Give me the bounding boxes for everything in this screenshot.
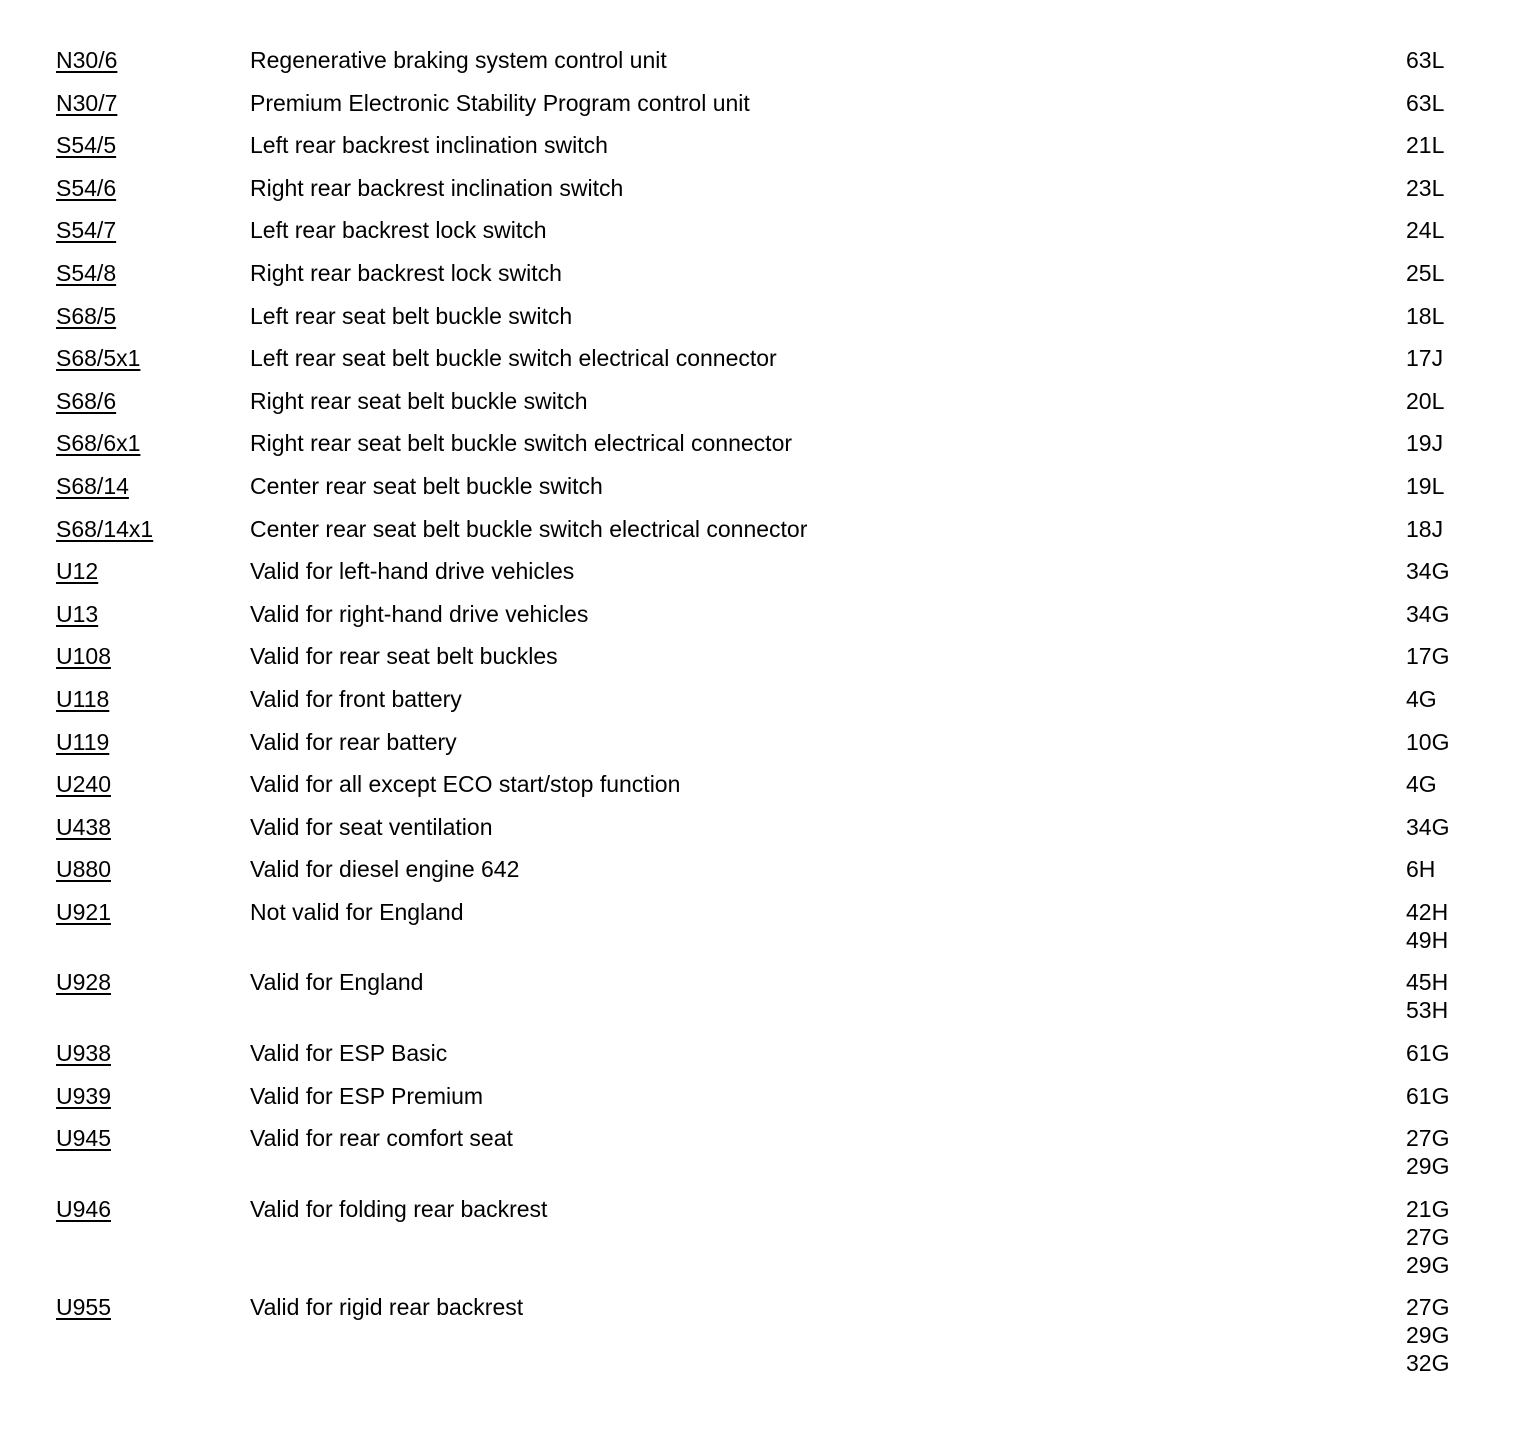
legend-row bbox=[56, 387, 1476, 415]
grid-location: 19L bbox=[1406, 472, 1445, 499]
component-description: Center rear seat belt buckle switch electrical connector bbox=[250, 515, 808, 542]
grid-location: 25L bbox=[1406, 259, 1445, 286]
legend-row bbox=[56, 855, 1476, 883]
grid-location: 49H bbox=[1406, 926, 1449, 953]
component-code-link[interactable]: U945 bbox=[56, 1125, 111, 1152]
grid-locations bbox=[1406, 472, 1476, 500]
grid-location: 34G bbox=[1406, 558, 1450, 585]
grid-location: 34G bbox=[1406, 813, 1450, 840]
grid-location: 61G bbox=[1406, 1040, 1450, 1067]
grid-location: 18J bbox=[1406, 515, 1444, 542]
legend-row bbox=[56, 600, 1476, 628]
component-description: Valid for ESP Premium bbox=[250, 1082, 484, 1109]
grid-location: 53H bbox=[1406, 997, 1449, 1024]
legend-row bbox=[56, 1293, 1476, 1377]
grid-locations bbox=[1406, 1293, 1476, 1377]
grid-locations bbox=[1406, 387, 1476, 415]
grid-location: 61G bbox=[1406, 1082, 1450, 1109]
component-description: Valid for rear battery bbox=[250, 728, 457, 755]
grid-locations bbox=[1406, 131, 1476, 159]
legend-row bbox=[56, 89, 1476, 117]
component-code-link[interactable]: U928 bbox=[56, 969, 111, 996]
grid-locations bbox=[1406, 770, 1476, 798]
component-description: Valid for England bbox=[250, 969, 424, 996]
component-description: Valid for left-hand drive vehicles bbox=[250, 558, 575, 585]
legend-row bbox=[56, 968, 1476, 1024]
grid-location: 17G bbox=[1406, 643, 1450, 670]
legend-row bbox=[56, 813, 1476, 841]
component-description: Regenerative braking system control unit bbox=[250, 47, 667, 73]
component-code-link[interactable]: S68/14x1 bbox=[56, 515, 154, 542]
grid-locations bbox=[1406, 557, 1476, 585]
component-description: Valid for rear comfort seat bbox=[250, 1125, 513, 1152]
grid-location: 45H bbox=[1406, 969, 1449, 996]
legend-row bbox=[56, 642, 1476, 670]
component-legend-list bbox=[56, 46, 1476, 1392]
component-description: Right rear backrest lock switch bbox=[250, 259, 562, 286]
grid-locations bbox=[1406, 685, 1476, 713]
component-code-link[interactable]: U13 bbox=[56, 600, 99, 627]
grid-location: 21L bbox=[1406, 132, 1445, 159]
grid-location: 18L bbox=[1406, 302, 1445, 329]
component-code-link[interactable]: N30/7 bbox=[56, 89, 118, 116]
grid-location: 27G bbox=[1406, 1223, 1450, 1250]
grid-location: 34G bbox=[1406, 600, 1450, 627]
component-code-link[interactable]: U240 bbox=[56, 771, 111, 798]
component-code-link[interactable]: S68/6x1 bbox=[56, 430, 141, 457]
grid-location: 29G bbox=[1406, 1322, 1450, 1349]
component-code-link[interactable]: S54/7 bbox=[56, 217, 117, 244]
grid-locations bbox=[1406, 429, 1476, 457]
component-description: Right rear backrest inclination switch bbox=[250, 174, 624, 201]
legend-row bbox=[56, 770, 1476, 798]
legend-row bbox=[56, 1124, 1476, 1180]
grid-locations bbox=[1406, 813, 1476, 841]
grid-locations bbox=[1406, 46, 1476, 74]
grid-location: 23L bbox=[1406, 174, 1445, 201]
legend-row bbox=[56, 1195, 1476, 1279]
legend-row bbox=[56, 131, 1476, 159]
component-code-link[interactable]: U938 bbox=[56, 1040, 111, 1067]
component-description: Valid for seat ventilation bbox=[250, 813, 493, 840]
component-description: Valid for all except ECO start/stop function bbox=[250, 771, 681, 798]
component-description: Left rear backrest inclination switch bbox=[250, 132, 608, 159]
legend-row bbox=[56, 344, 1476, 372]
legend-row bbox=[56, 515, 1476, 543]
component-code-link[interactable]: U921 bbox=[56, 898, 111, 925]
legend-row bbox=[56, 557, 1476, 585]
component-code-link[interactable]: U12 bbox=[56, 558, 99, 585]
component-code-link[interactable]: S68/5 bbox=[56, 302, 117, 329]
component-code-link[interactable]: S54/6 bbox=[56, 174, 117, 201]
component-code-link[interactable]: U119 bbox=[56, 728, 110, 755]
grid-locations bbox=[1406, 1124, 1476, 1180]
grid-locations bbox=[1406, 174, 1476, 202]
component-description: Valid for front battery bbox=[250, 685, 462, 712]
grid-locations bbox=[1406, 855, 1476, 883]
component-code-link[interactable]: S68/6 bbox=[56, 387, 117, 414]
grid-locations bbox=[1406, 728, 1476, 756]
grid-location: 63L bbox=[1406, 89, 1445, 116]
legend-row bbox=[56, 1039, 1476, 1067]
grid-location: 24L bbox=[1406, 217, 1445, 244]
component-description: Valid for ESP Basic bbox=[250, 1040, 448, 1067]
grid-locations bbox=[1406, 302, 1476, 330]
component-description: Valid for rigid rear backrest bbox=[250, 1294, 524, 1321]
grid-locations bbox=[1406, 898, 1476, 954]
grid-location: 63L bbox=[1406, 47, 1445, 73]
legend-row bbox=[56, 685, 1476, 713]
legend-row bbox=[56, 216, 1476, 244]
grid-locations bbox=[1406, 1195, 1476, 1279]
legend-row bbox=[56, 728, 1476, 756]
grid-locations bbox=[1406, 642, 1476, 670]
grid-locations bbox=[1406, 968, 1476, 1024]
legend-row bbox=[56, 174, 1476, 202]
component-description: Premium Electronic Stability Program control unit bbox=[250, 89, 750, 116]
legend-row bbox=[56, 259, 1476, 287]
component-code-link[interactable]: U939 bbox=[56, 1082, 111, 1109]
component-code-link[interactable]: N30/6 bbox=[56, 47, 118, 73]
component-description: Valid for right-hand drive vehicles bbox=[250, 600, 589, 627]
grid-locations bbox=[1406, 344, 1476, 372]
component-code-link[interactable]: U946 bbox=[56, 1195, 111, 1222]
grid-location: 27G bbox=[1406, 1294, 1450, 1321]
grid-locations bbox=[1406, 1039, 1476, 1067]
component-description: Valid for rear seat belt buckles bbox=[250, 643, 558, 670]
component-description: Valid for folding rear backrest bbox=[250, 1195, 548, 1222]
component-code-link[interactable]: U955 bbox=[56, 1294, 111, 1321]
legend-row bbox=[56, 302, 1476, 330]
component-code-link[interactable]: S68/14 bbox=[56, 472, 129, 499]
grid-locations bbox=[1406, 600, 1476, 628]
component-description: Right rear seat belt buckle switch electrical connector bbox=[250, 430, 793, 457]
component-description: Left rear backrest lock switch bbox=[250, 217, 547, 244]
legend-row bbox=[56, 898, 1476, 954]
grid-locations bbox=[1406, 89, 1476, 117]
legend-row bbox=[56, 1082, 1476, 1110]
grid-location: 42H bbox=[1406, 898, 1449, 925]
component-code-link[interactable]: S68/5x1 bbox=[56, 345, 141, 372]
grid-location: 6H bbox=[1406, 856, 1436, 883]
grid-locations bbox=[1406, 1082, 1476, 1110]
legend-row bbox=[56, 472, 1476, 500]
component-description: Right rear seat belt buckle switch bbox=[250, 387, 588, 414]
component-code-link[interactable]: U880 bbox=[56, 856, 111, 883]
grid-location: 29G bbox=[1406, 1153, 1450, 1180]
grid-location: 4G bbox=[1406, 685, 1437, 712]
component-description: Not valid for England bbox=[250, 898, 464, 925]
grid-location: 27G bbox=[1406, 1125, 1450, 1152]
component-code-link[interactable]: S54/8 bbox=[56, 259, 117, 286]
component-code-link[interactable]: U108 bbox=[56, 643, 111, 670]
grid-locations bbox=[1406, 216, 1476, 244]
component-code-link[interactable]: U438 bbox=[56, 813, 111, 840]
component-description: Left rear seat belt buckle switch electrical connector bbox=[250, 345, 777, 372]
grid-location: 17J bbox=[1406, 345, 1444, 372]
grid-location: 21G bbox=[1406, 1195, 1450, 1222]
grid-location: 19J bbox=[1406, 430, 1444, 457]
component-code-link[interactable]: S54/5 bbox=[56, 132, 117, 159]
grid-location: 29G bbox=[1406, 1251, 1450, 1278]
grid-location: 10G bbox=[1406, 728, 1450, 755]
grid-location: 4G bbox=[1406, 771, 1437, 798]
grid-location: 32G bbox=[1406, 1350, 1450, 1377]
component-description: Left rear seat belt buckle switch bbox=[250, 302, 573, 329]
component-description: Center rear seat belt buckle switch bbox=[250, 472, 603, 499]
grid-locations bbox=[1406, 515, 1476, 543]
component-code-link[interactable]: U118 bbox=[56, 685, 110, 712]
grid-location: 20L bbox=[1406, 387, 1445, 414]
legend-row bbox=[56, 429, 1476, 457]
legend-row bbox=[56, 46, 1476, 74]
component-description: Valid for diesel engine 642 bbox=[250, 856, 520, 883]
grid-locations bbox=[1406, 259, 1476, 287]
